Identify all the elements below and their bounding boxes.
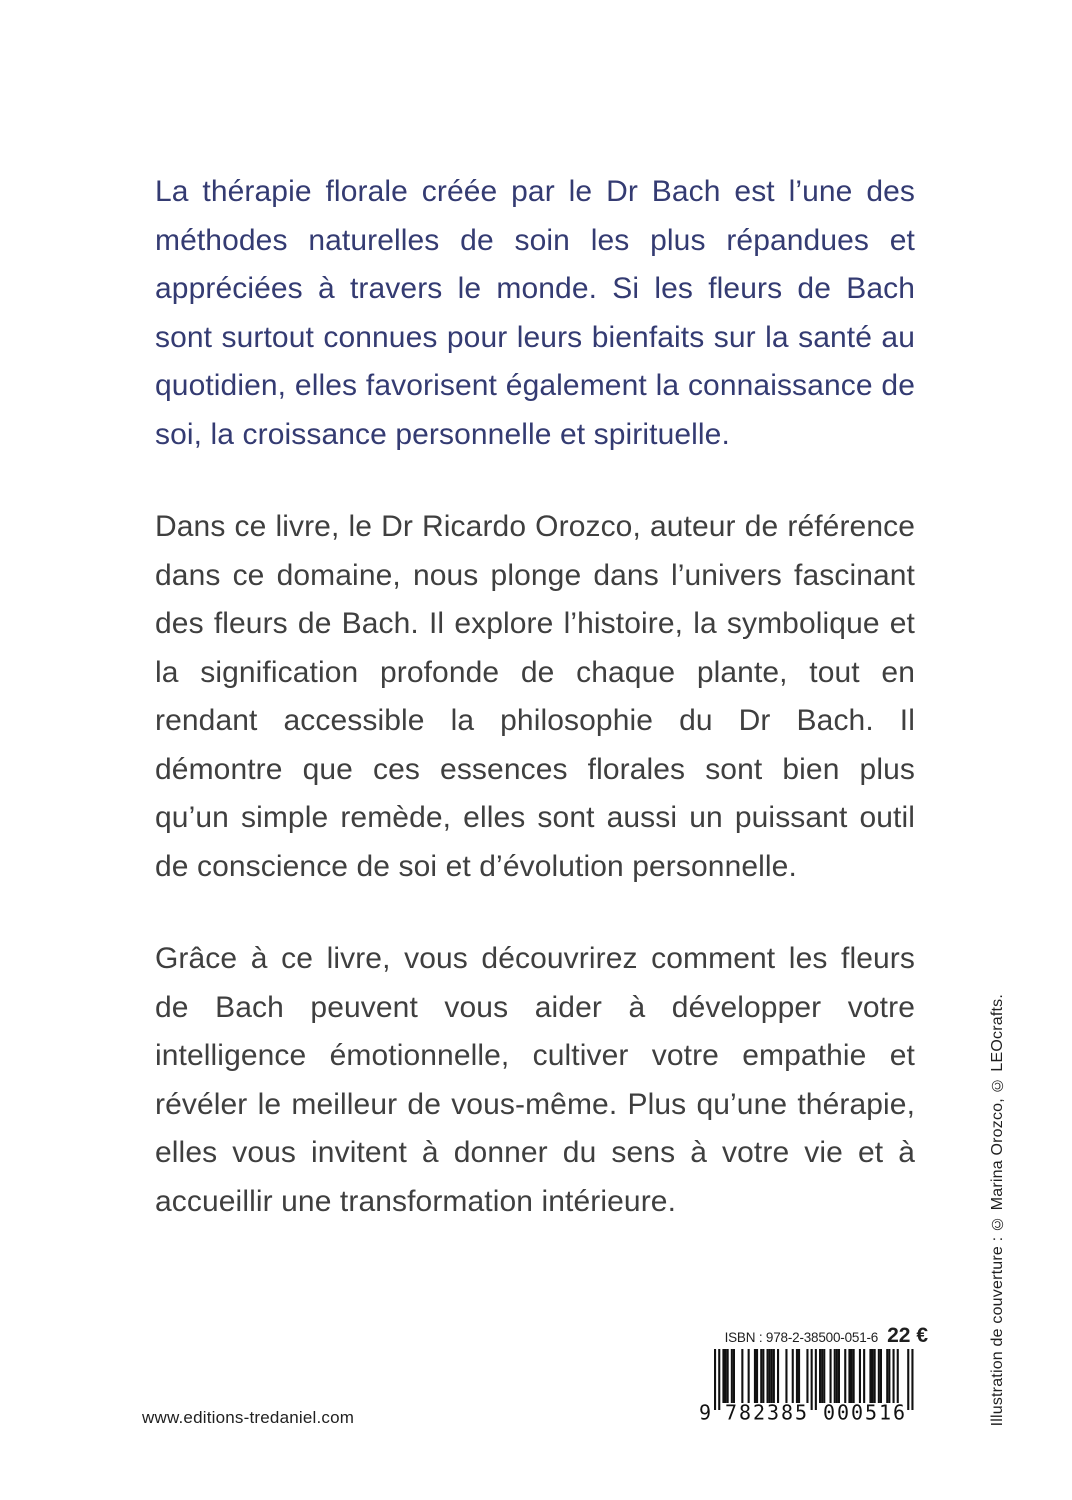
isbn-price-row bbox=[700, 1324, 930, 1348]
barcode-digits-left: 782385 bbox=[725, 1400, 807, 1421]
illustration-credit: Illustration de couverture : © Marina Orozco, © LEOcrafts. bbox=[989, 993, 1006, 1426]
paragraph-closing: Grâce à ce livre, vous découvrirez comment les fleurs de Bach peuvent vous aider à développer votre intelligence émotionnelle, cultiver votre empathie et révéler le meilleur de vous-même. Plus qu’une thérapie, elles vous invitent à donner du sens à votre vie et à accueillir une transformation intérieure. bbox=[155, 942, 915, 1218]
barcode-digits-right: 000516 bbox=[823, 1400, 905, 1421]
back-cover-text bbox=[155, 168, 915, 1270]
paragraph-body: Dans ce livre, le Dr Ricardo Orozco, auteur de référence dans ce domaine, nous plonge dans l’univers fascinant des fleurs de Bach. Il explore l’histoire, la symbolique et la signification profonde de chaque plante, tout en rendant accessible la philosophie du Dr Bach. Il démontre que ces essences florales sont bien plus qu’un simple remède, elles sont aussi un puissant outil de conscience de soi et d’évolution personnelle. bbox=[155, 510, 915, 883]
ean13-barcode bbox=[698, 1349, 914, 1421]
isbn-label: ISBN : 978-2-38500-051-6 bbox=[724, 1330, 879, 1345]
barcode-digit-first: 9 bbox=[699, 1400, 712, 1421]
publisher-url: www.editions-tredaniel.com bbox=[142, 1408, 355, 1427]
price-label: 22 € bbox=[887, 1324, 928, 1347]
paragraph-intro: La thérapie florale créée par le Dr Bach est l’une des méthodes naturelles de soin les plus répandues et appréciées à travers le monde. Si les fleurs de Bach sont surtout connues pour leurs bienfaits sur la santé au quotidien, elles favorisent également la connaissance de soi, la croissance personnelle et spirituelle. bbox=[155, 175, 915, 451]
